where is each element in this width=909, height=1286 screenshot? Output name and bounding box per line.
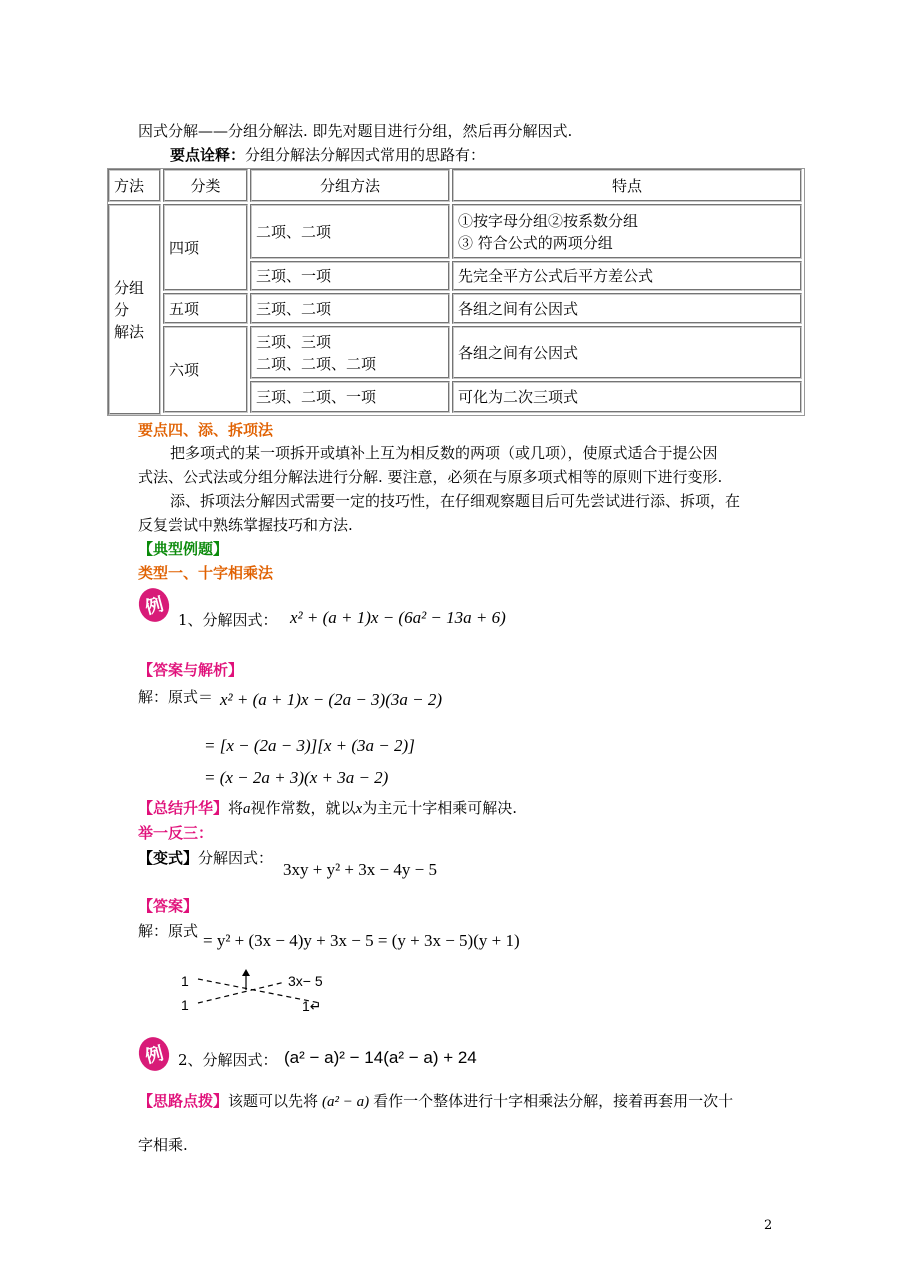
feature-line: ①按字母分组②按系数分组 <box>458 211 639 230</box>
summary-text: 视作常数，就以 <box>250 799 356 817</box>
table-cell-method <box>108 204 161 415</box>
table-cell-grouping: 三项、二项、一项 <box>250 381 450 413</box>
hint-tag: 【思路点拨】 <box>138 1092 229 1110</box>
solution-2-prefix: 解：原式 <box>138 922 199 940</box>
example-2-label: 2、分解因式： <box>178 1051 278 1069</box>
cross-bottom-right: 1↵ <box>302 998 322 1014</box>
summary-var-a: a <box>243 801 251 817</box>
paragraph-line: 添、拆项法分解因式需要一定的技巧性，在仔细观察题目后可先尝试进行添、拆项，在 <box>170 492 741 510</box>
table-header-grouping: 分组方法 <box>250 169 450 202</box>
table-cell-feature: 可化为二次三项式 <box>452 381 802 413</box>
solution-line-3: = (x − 2a + 3)(x + 3a − 2) <box>204 768 389 787</box>
grouping-line: 二项、二项、二项 <box>256 354 377 373</box>
solution-prefix: 解：原式＝ <box>138 688 214 706</box>
table-cell-grouping: 三项、一项 <box>250 261 450 291</box>
solution-line-1: x² + (a + 1)x − (2a − 3)(3a − 2) <box>220 690 443 709</box>
page-number: 2 <box>764 1218 773 1233</box>
summary-var-x: x <box>355 801 363 817</box>
cross-top-left: 1 <box>181 973 189 989</box>
grouping-line: 三项、三项 <box>256 332 332 351</box>
feature-line: ③ 符合公式的两项分组 <box>458 233 613 252</box>
section-title: 要点四、添、拆项法 <box>138 421 274 439</box>
paragraph-line: 反复尝试中熟练掌握技巧和方法. <box>138 516 353 534</box>
hint-line <box>138 1091 733 1112</box>
cross-top-right: 3x− 5 <box>288 973 323 989</box>
method-line-1: 分组分 <box>114 278 145 319</box>
hint-text: 该题可以先将 <box>228 1092 319 1110</box>
paragraph-line: 式法、公式法或分组分解法进行分解. 要注意，必须在与原多项式相等的原则下进行变形. <box>138 468 723 486</box>
table-cell-feature: 先完全平方公式后平方差公式 <box>452 261 802 291</box>
intro-line: 因式分解——分组分解法. 即先对题目进行分组，然后再分解因式. <box>138 122 573 140</box>
variant-tag: 【变式】 <box>138 849 199 867</box>
example-1-expression: x² + (a + 1)x − (6a² − 13a + 6) <box>290 608 506 627</box>
example-badge: 例 <box>135 585 173 626</box>
cross-multiplication-diagram <box>180 968 350 1014</box>
variant-expression: 3xy + y² + 3x − 4y − 5 <box>283 860 437 879</box>
cross-lines <box>180 968 350 1014</box>
example-badge: 例 <box>135 1034 173 1075</box>
table-cell-grouping: 三项、二项 <box>250 293 450 324</box>
table-cell-category-four: 四项 <box>163 204 248 291</box>
key-point-label: 要点诠释： <box>170 146 246 164</box>
summary-text: 将 <box>228 799 244 817</box>
cross-bottom-left: 1 <box>181 997 189 1013</box>
table-cell-grouping: 二项、二项 <box>250 204 450 259</box>
solution-line-2: = [x − (2a − 3)][x + (3a − 2)] <box>204 736 415 755</box>
typical-examples-heading: 【典型例题】 <box>138 540 229 558</box>
method-line-2: 解法 <box>114 322 145 341</box>
summary-text: 为主元十字相乘可解决. <box>362 799 517 817</box>
table-header-method: 方法 <box>108 169 161 202</box>
table-cell-feature: 各组之间有公因式 <box>452 326 802 379</box>
hint-text: 看作一个整体进行十字相乘法分解，接着再套用一次十 <box>373 1092 734 1110</box>
summary <box>138 798 517 819</box>
table-cell-category-six: 六项 <box>163 326 248 413</box>
hint-continuation: 字相乘. <box>138 1136 188 1154</box>
table-cell-feature: 各组之间有公因式 <box>452 293 802 324</box>
type-heading: 类型一、十字相乘法 <box>138 564 274 582</box>
example-1-label: 1、分解因式： <box>178 611 278 629</box>
table-header-feature: 特点 <box>452 169 802 202</box>
key-point-text: 分组分解法分解因式常用的思路有： <box>245 146 486 164</box>
variant-line <box>138 848 273 868</box>
practice-heading: 举一反三： <box>138 824 214 842</box>
table-cell-feature <box>452 204 802 259</box>
grouping-method-table <box>107 168 805 416</box>
paragraph-line: 把多项式的某一项拆开或填补上互为相反数的两项（或几项），使原式适合于提公因 <box>170 444 718 462</box>
hint-expression: (a² − a) <box>322 1094 370 1110</box>
table-cell-category-five: 五项 <box>163 293 248 324</box>
answer-analysis-tag: 【答案与解析】 <box>138 661 244 679</box>
key-point <box>170 145 485 165</box>
solution-2-expression: = y² + (3x − 4)y + 3x − 5 = (y + 3x − 5)(y + 1) <box>203 931 520 950</box>
variant-label: 分解因式： <box>198 849 274 867</box>
table-header-category: 分类 <box>163 169 248 202</box>
summary-tag: 【总结升华】 <box>138 799 229 817</box>
table-cell-grouping <box>250 326 450 379</box>
answer-tag: 【答案】 <box>138 897 199 915</box>
example-2-expression: (a² − a)² − 14(a² − a) + 24 <box>284 1048 477 1067</box>
